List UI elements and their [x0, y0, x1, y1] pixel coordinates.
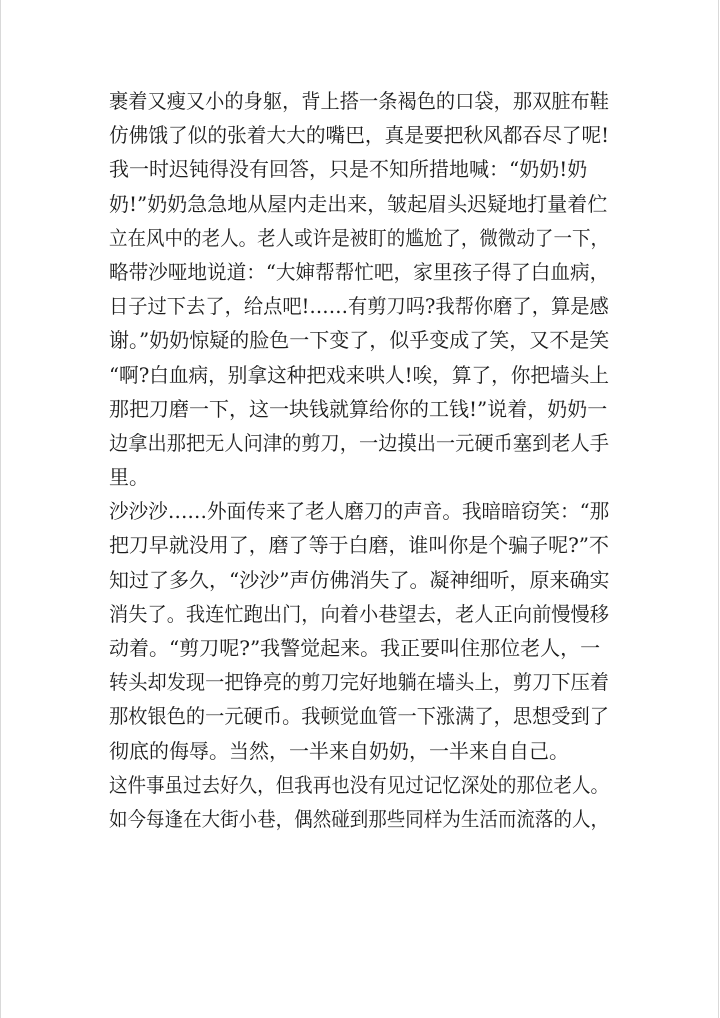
text-line: 仿佛饿了似的张着大大的嘴巴，真是要把秋风都吞尽了呢!: [109, 123, 610, 148]
text-line: 如今每逢在大街小巷，偶然碰到那些同样为生活而流落的人，: [109, 806, 609, 831]
text-line: 转头却发现一把铮亮的剪刀完好地躺在墙头上，剪刀下压着: [109, 670, 609, 695]
body-text: [109, 84, 609, 836]
text-line: 边拿出那把无人问津的剪刀，一边摸出一元硬币塞到老人手: [109, 430, 609, 455]
text-line: 消失了。我连忙跑出门，向着小巷望去，老人正向前慢慢移: [109, 601, 609, 626]
text-line: 奶!”奶奶急急地从屋内走出来，皱起眉头迟疑地打量着伫: [109, 191, 608, 216]
text-line: “啊?白血病，别拿这种把戏来哄人!唉，算了，你把墙头上: [109, 362, 609, 387]
text-line: 里。: [109, 465, 149, 490]
text-line: 彻底的侮辱。当然，一半来自奶奶，一半来自自己。: [109, 738, 569, 763]
text-line: 谢。”奶奶惊疑的脸色一下变了，似乎变成了笑，又不是笑: [109, 328, 610, 353]
text-line: 知过了多久，“沙沙”声仿佛消失了。凝神细听，原来确实: [109, 567, 610, 592]
text-line: 动着。“剪刀呢?”我警觉起来。我正要叫住那位老人，一: [109, 636, 601, 660]
text-line: 把刀早就没用了，磨了等于白磨，谁叫你是个骗子呢?”不: [109, 533, 609, 558]
text-line: 立在风中的老人。老人或许是被盯的尴尬了，微微动了一下，: [109, 225, 609, 250]
text-line: 日子过下去了，给点吧!……有剪刀吗?我帮你磨了，算是感: [109, 294, 609, 319]
text-line: 我一时迟钝得没有回答，只是不知所措地喊：“奶奶!奶: [109, 157, 588, 182]
text-line: 裹着又瘦又小的身躯，背上搭一条褐色的口袋，那双脏布鞋: [109, 89, 609, 113]
text-line: 那把刀磨一下，这一块钱就算给你的工钱!”说着，奶奶一: [109, 396, 608, 421]
text-line: 这件事虽过去好久，但我再也没有见过记忆深处的那位老人。: [109, 772, 609, 797]
text-line: 那枚银色的一元硬币。我顿觉血管一下涨满了，思想受到了: [109, 704, 609, 729]
text-line: 沙沙沙……外面传来了老人磨刀的声音。我暗暗窃笑：“那: [109, 499, 610, 524]
text-line: 略带沙哑地说道：“大婶帮帮忙吧，家里孩子得了白血病，: [109, 259, 610, 284]
